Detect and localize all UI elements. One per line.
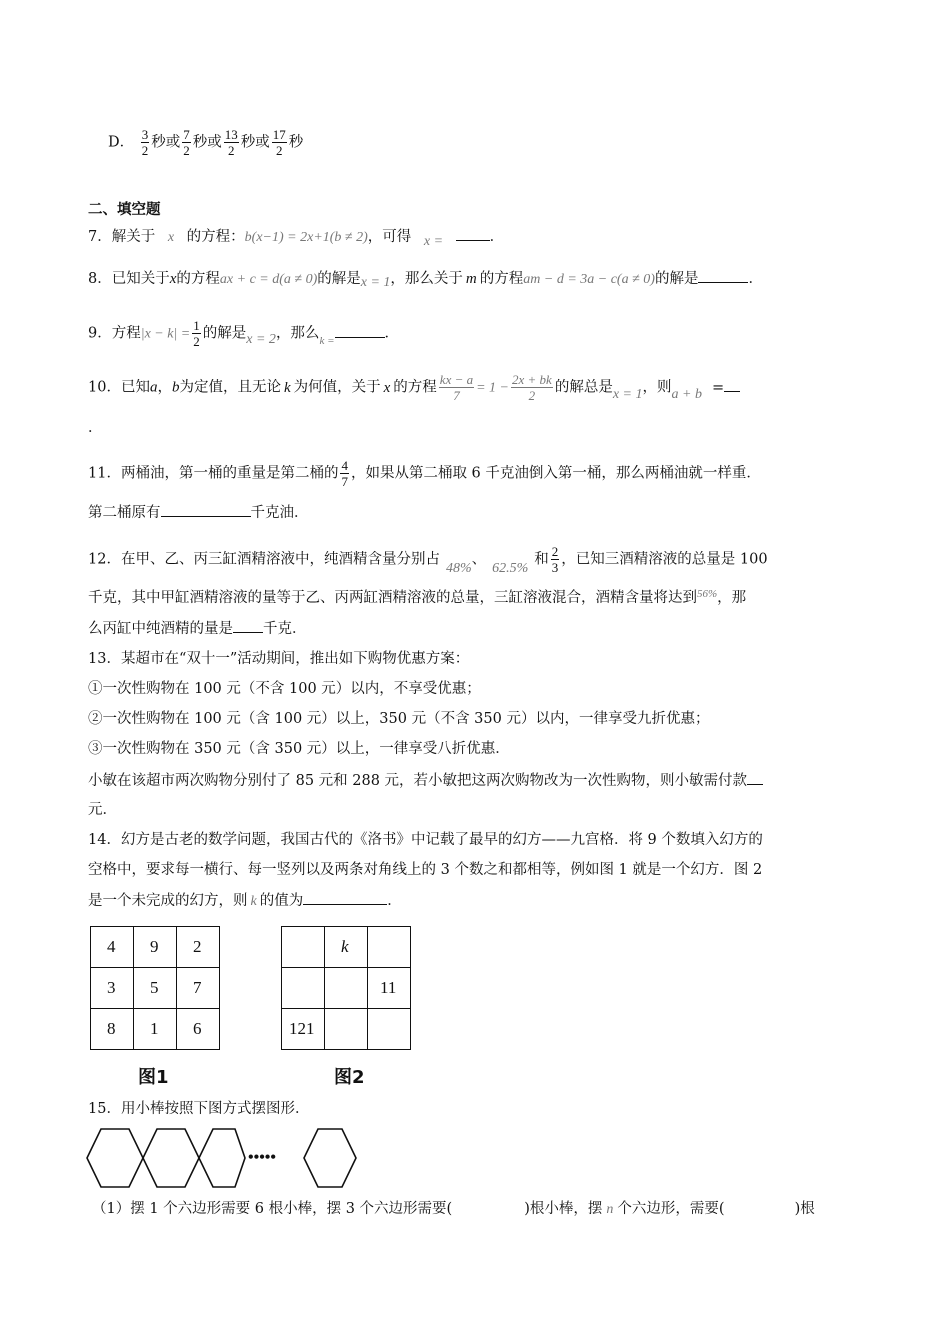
question-15-title: 15．用小棒按照下图方式摆图形． [88,1101,310,1117]
option-d: D． $\frac{3}{2}$ 秒或 $\frac{7}{2}$ 秒或 $\frac{13}{2}$ 秒或 $\frac{17}{2}$ 秒 [108,127,304,158]
answer-blank[interactable] [161,502,251,517]
ellipsis-dots: ••••• [248,1149,277,1166]
grid1-cell: 8 [91,1009,134,1050]
fraction: $\frac{4}{7}$ [341,458,348,489]
question-13-line3: ②一次性购物在 100 元（含 100 元）以上，350 元（不含 350 元）以内，一律享受九折优惠； [88,711,710,727]
fraction: $\frac{3}{2}$ [141,127,149,158]
grid1-cell: 2 [177,927,220,968]
question-12-line3: 么丙缸中纯酒精的量是 千克． [88,618,307,639]
magic-square-1 [90,926,220,1050]
grid1-cell: 4 [91,927,134,968]
fraction: $\frac{2}{3}$ [551,544,559,575]
fraction: $\frac{1}{2}$ [193,318,200,349]
fraction: $\frac{kx - a}{7}$ [439,372,474,403]
grid1-cell: 3 [91,968,134,1009]
question-13-end: 元． [88,802,117,818]
grid1-cell: 5 [134,968,177,1009]
fraction: $\frac{13}{2}$ [224,127,238,158]
magic-square-2 [281,926,411,1050]
question-10: 10．已知a，b为定值，且无论 k 为何值，关于 x 的方程 $\frac{kx - a}{7}$ = 1 − $\frac{2x + bk}{2}$ 的解总是x = 1，则a + b = [88,372,740,403]
answer-blank[interactable] [698,268,748,283]
grid1-cell: 9 [134,927,177,968]
question-13-line1: 13．某超市在“双十一”活动期间，推出如下购物优惠方案： [88,651,470,667]
question-14-line2: 空格中，要求每一横行、每一竖列以及两条对角线上的 3 个数之和都相等，例如图 1 就是一个幻方．图 2 [88,862,763,878]
hexagon-n [304,1129,356,1187]
question-15-part1: （1）摆 1 个六边形需要 6 根小棒，摆 3 个六边形需要( )根小棒，摆 n 个六边形，需要( )根 [92,1201,815,1217]
question-13-line2: ①一次性购物在 100 元（不含 100 元）以内，不享受优惠； [88,681,481,697]
question-9: 9．方程|x − k| = $\frac{1}{2}$ 的解是x = 2，那么$_{k =}$ ． [88,318,399,349]
hexagon-figure [84,1126,364,1190]
hexagon-1 [87,1129,143,1187]
grid2-cell [282,927,325,968]
answer-blank[interactable] [724,377,740,392]
question-13-line5: 小敏在该超市两次购物分别付了 85 元和 288 元，若小敏把这两次购物改为一次性购物，则小敏需付款 [88,770,763,791]
grid2-cell [368,1009,411,1050]
answer-blank[interactable] [456,226,490,241]
hexagon-2 [143,1129,199,1187]
fraction: $\frac{2x + bk}{2}$ [512,372,552,403]
grid2-cell: k [325,927,368,968]
question-12: 12．在甲、乙、丙三缸酒精溶液中，纯酒精含量分别占48%、62.5%和 $\frac{2}{3}$ ，已知三酒精溶液的总量是 100 [88,544,768,576]
question-7: 7．解关于 x 的方程：b(x−1) = 2x+1(b ≠ 2)，可得 x = ． [88,226,504,248]
question-8: 8．已知关于x的方程ax + c = d(a ≠ 0)的解是x = 1，那么关于 m 的方程am − d = 3a − c(a ≠ 0)的解是 ． [88,268,763,290]
question-13-line4: ③一次性购物在 350 元（含 350 元）以上，一律享受八折优惠． [88,741,510,757]
question-10-end: ． [88,420,103,436]
figure-1-caption: 图1 [138,1067,169,1088]
grid2-cell [325,1009,368,1050]
question-11-line2: 第二桶原有 千克油． [88,502,309,523]
question-11: 11．两桶油，第一桶的重量是第二桶的 $\frac{4}{7}$ ，如果从第二桶取 6 千克油倒入第一桶，那么两桶油就一样重． [88,458,761,489]
answer-blank[interactable] [303,890,387,905]
grid1-cell: 6 [177,1009,220,1050]
question-12-line2: 千克，其中甲缸酒精溶液的量等于乙、丙两缸酒精溶液的总量，三缸溶液混合，酒精含量将达到$^{56\%}$，那 [88,588,747,606]
grid2-cell: 121 [282,1009,325,1050]
hexagon-3 [199,1129,245,1187]
question-14-line1: 14．幻方是古老的数学问题，我国古代的《洛书》中记载了最早的幻方——九宫格．将 9 个数填入幻方的 [88,832,763,848]
question-14-line3: 是一个未完成的幻方，则 k 的值为 ． [88,890,402,912]
fraction: $\frac{17}{2}$ [272,127,286,158]
answer-blank[interactable] [747,770,763,785]
answer-blank[interactable] [233,618,263,633]
grid1-cell: 7 [177,968,220,1009]
grid2-cell [325,968,368,1009]
grid2-cell [368,927,411,968]
grid2-cell: 11 [368,968,411,1009]
grid2-cell [282,968,325,1009]
figure-2-caption: 图2 [334,1067,365,1088]
grid1-cell: 1 [134,1009,177,1050]
answer-blank[interactable] [335,323,385,338]
section-title: 二、填空题 [88,201,161,218]
fraction: $\frac{7}{2}$ [183,127,190,158]
